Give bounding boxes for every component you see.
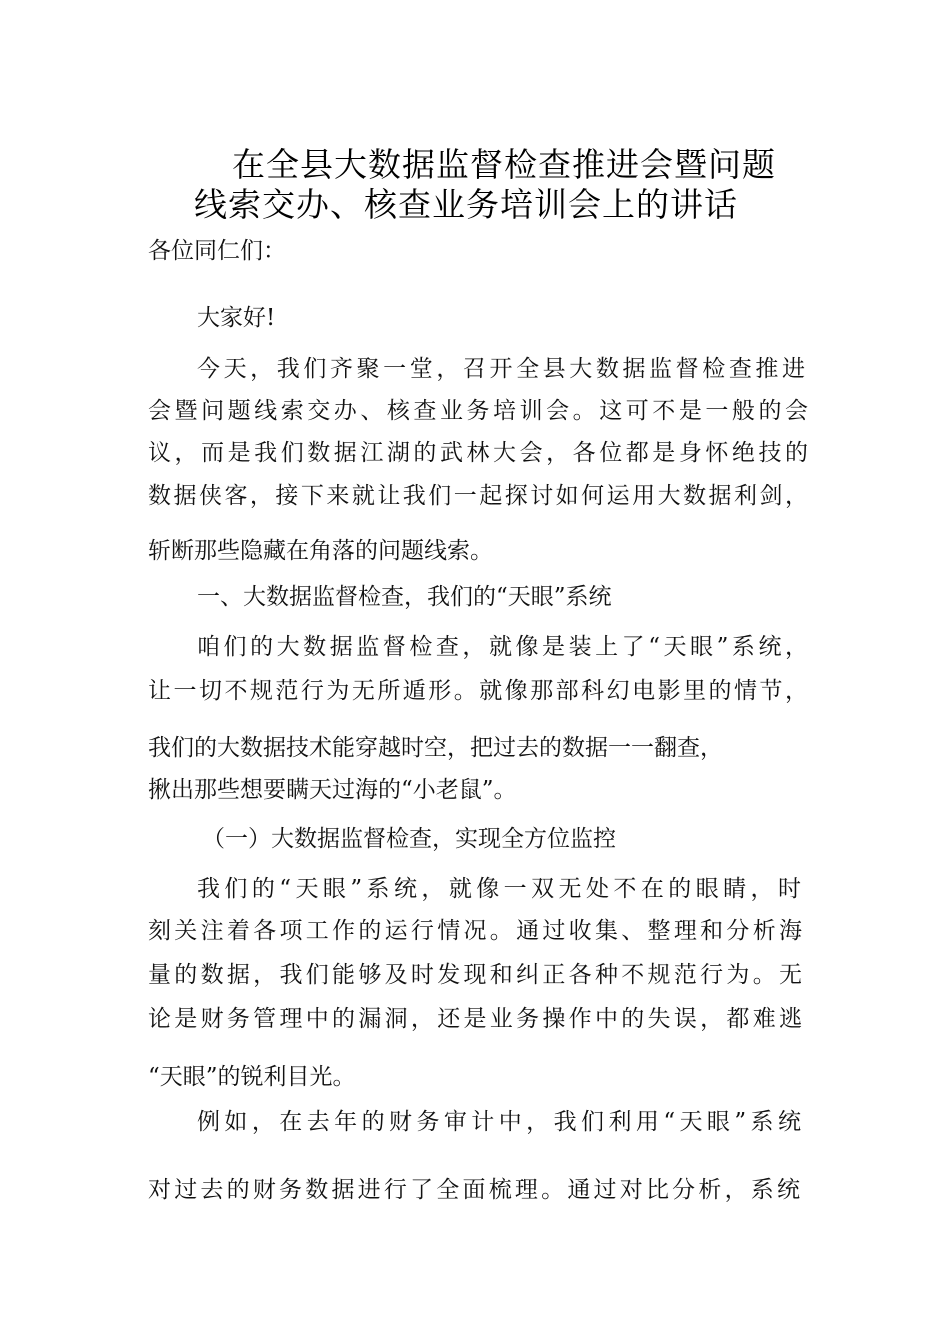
paragraph-3-line-4: 论是财务管理中的漏洞，还是业务操作中的失误，都难逃 — [148, 1006, 802, 1032]
section-heading-1: 一、大数据监督检查，我们的“天眼”系统 — [197, 584, 612, 610]
paragraph-3-line-3: 量的数据，我们能够及时发现和纠正各种不规范行为。无 — [148, 962, 802, 988]
paragraph-3-line-1: 我们的“天眼”系统，就像一双无处不在的眼睛，时 — [197, 876, 801, 902]
paragraph-4-line-2: 对过去的财务数据进行了全面梳理。通过对比分析，系统 — [148, 1177, 800, 1203]
document-title-line-2: 线索交办、核查业务培训会上的讲话 — [194, 185, 738, 224]
paragraph-1-line-4: 数据侠客，接下来就让我们一起探讨如何运用大数据利剑， — [148, 483, 808, 509]
paragraph-1-line-1: 今天，我们齐聚一堂，召开全县大数据监督检查推进 — [197, 356, 805, 382]
greeting: 大家好! — [197, 305, 276, 331]
paragraph-2-line-2: 让一切不规范行为无所遁形。就像那部科幻电影里的情节， — [148, 678, 808, 704]
paragraph-3-line-2: 刻关注着各项工作的运行情况。通过收集、整理和分析海 — [148, 918, 802, 944]
paragraph-1-line-3: 议，而是我们数据江湖的武林大会，各位都是身怀绝技的 — [148, 440, 808, 466]
paragraph-4-line-1: 例如，在去年的财务审计中，我们利用“天眼”系统 — [197, 1109, 801, 1135]
paragraph-2-line-3: 我们的大数据技术能穿越时空，把过去的数据一一翻查， — [148, 735, 723, 761]
paragraph-1-line-5: 斩断那些隐藏在角落的问题线索。 — [148, 538, 493, 564]
document-title-line-1: 在全县大数据监督检查推进会暨问题 — [232, 145, 776, 184]
salutation: 各位同仁们： — [148, 238, 286, 264]
paragraph-1-line-2: 会暨问题线索交办、核查业务培训会。这可不是一般的会 — [148, 398, 808, 424]
paragraph-2-line-1: 咱们的大数据监督检查，就像是装上了“天眼”系统， — [197, 634, 808, 660]
subheading-1: （一）大数据监督检查，实现全方位监控 — [202, 826, 616, 852]
paragraph-2-line-4: 揪出那些想要瞒天过海的“小老鼠”。 — [148, 777, 517, 803]
paragraph-3-line-5: “天眼”的锐利目光。 — [148, 1064, 356, 1090]
